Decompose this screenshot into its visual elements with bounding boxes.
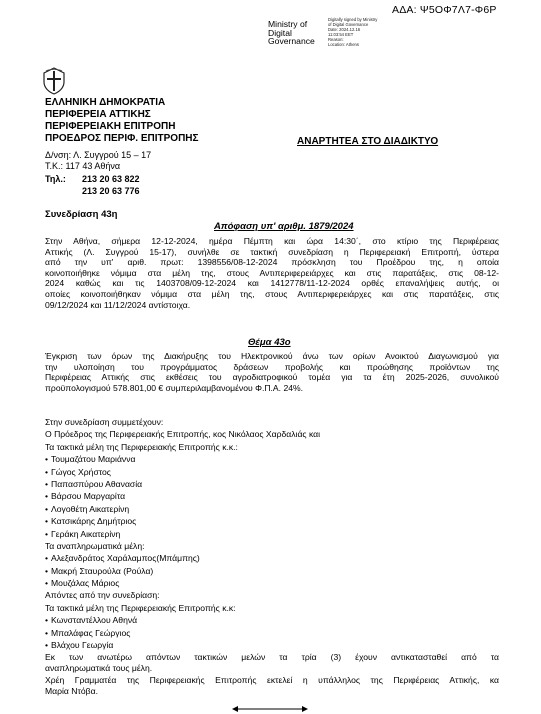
intro-line: 09/12/2024 και 11/12/2024 αντίστοιχα. (45, 299, 191, 310)
header-line: ΠΕΡΙΦΕΡΕΙΑ ΑΤΤΙΚΗΣ (45, 109, 151, 120)
signature-org-line: Governance (268, 36, 315, 47)
tel-value: 213 20 63 776 (82, 185, 140, 196)
secretary-line: Μαρία Ντόβα. (45, 686, 98, 696)
regular-label: Τα τακτικά μέλη της Περιφερειακής Επιτροπής κ.κ.: (45, 441, 238, 452)
ada-code: ΑΔΑ: Ψ5ΟΦ7Λ7-Φ6Ρ (392, 4, 497, 16)
header-line: ΠΡΟΕΔΡΟΣ ΠΕΡΙΦ. ΕΠΙΤΡΟΠΗΣ (45, 133, 199, 144)
absent-item: • Κωνσταντέλλου Αθηνά (45, 615, 515, 627)
alternate-item: • Μακρή Σταυρούλα (Ρούλα) (45, 566, 515, 578)
address-line: Τ.Κ.: 117 43 Αθήνα (45, 161, 121, 171)
attendance-intro: Στην συνεδρίαση συμμετέχουν: (45, 417, 164, 427)
member-item: • Κατσικάρης Δημήτριος (45, 516, 515, 528)
address (45, 150, 151, 172)
absent-item: • Μπαλάφας Γεώργιος (45, 628, 515, 640)
session-title: Συνεδρίαση 43η (45, 209, 118, 220)
signature-detail: Date: 2024.12.16 (328, 27, 361, 32)
absent-item: • Βλάχου Γεωργία (45, 640, 515, 652)
member-item: • Τουμαζάτου Μαριάννα (45, 454, 515, 466)
secretary-note (45, 675, 499, 696)
absent-regular-label: Τα τακτικά μέλη της Περιφερειακής Επιτροπής κ.κ: (45, 602, 236, 613)
signature-detail: Reason: (328, 37, 344, 42)
alternate-item: • Μουζάλας Μάριος (45, 578, 515, 590)
greek-emblem-icon (42, 67, 66, 95)
decision-title: Απόφαση υπ' αριθμ. 1879/2024 (214, 221, 354, 232)
topic-line: προϋπολογισμού 578.801,00 € συμπεριλαμβανομένου Φ.Π.Α. 24%. (45, 382, 304, 393)
replacement-note (45, 652, 499, 675)
topic-paragraph (45, 351, 499, 393)
post-notice: ΑΝΑΡΤΗΤΕΑ ΣΤΟ ΔΙΑΔΙΚΤΥΟ (297, 136, 439, 147)
signature-detail: Location: Athens (328, 42, 359, 47)
intro-line: 2024 καθώς και τις 1403708/09-12-2024 και 1412778/11-12-2024 ορθές επαναλήψεις αυτής, οι (45, 278, 499, 289)
signature-detail: of Digital Governance (328, 22, 369, 27)
alternate-label: Τα αναπληρωματικά μέλη: (45, 540, 145, 551)
topic-title: Θέμα 43ο (248, 337, 291, 348)
topic-line: Περιφέρειας Αττικής στις εκθέσεις του αγροδιατροφικού τομέα για τα έτη 2025-2026, συνολικού (45, 372, 499, 383)
signature-details (328, 17, 377, 47)
intro-line: οποίες κοινοποιήθηκαν νόμιμα στα μέλη της, στους Αντιπεριφερειάρχες και στις παρατάξεις, στις (45, 288, 499, 299)
replacement-line: Εκ των ανωτέρω απόντων τακτικών μελών τα τρία (3) έχουν αντικατασταθεί από τα (45, 652, 499, 663)
intro-line: Αττικής (Λ. Συγγρού 15-17), συνήλθε σε τακτική συνεδρίαση η Περιφερειακή Επιτροπή, ύστερα (45, 246, 499, 257)
member-item: • Λογοθέτη Αικατερίνη (45, 504, 515, 516)
topic-line: Έγκριση των όρων της Διακήρυξης του Ηλεκτρονικού άνω των ορίων Ανοικτού Διαγωνισμού για (45, 351, 499, 361)
member-item: • Βάρσου Μαργαρίτα (45, 491, 515, 503)
member-item: • Γώγος Χρήστος (45, 467, 515, 479)
intro-line: κοινοποιήθηκε νόμιμα στα μέλη της, στους Αντιπεριφερειάρχες και στις παρατάξεις, στις 08-12- (45, 267, 499, 278)
intro-paragraph (45, 236, 499, 310)
signature-detail: Digitally signed by Ministry (328, 17, 378, 22)
header-line: ΠΕΡΙΦΕΡΕΙΑΚΗ ΕΠΙΤΡΟΠΗ (45, 121, 176, 132)
absent-label: Απόντες από την συνεδρίαση: (45, 590, 160, 601)
tel-value: 213 20 63 822 (82, 174, 140, 184)
signature-org (268, 20, 315, 46)
signature-org-line: Ministry of (268, 19, 308, 29)
page-continue-arrow-icon (232, 705, 308, 713)
attendance-chair: Ο Πρόεδρος της Περιφερειακής Επιτροπής, κος Νικόλαος Χαρδαλιάς και (45, 429, 321, 440)
header-line: ΕΛΛΗΝΙΚΗ ΔΗΜΟΚΡΑΤΙΑ (45, 97, 166, 108)
telephone (45, 174, 140, 196)
secretary-line: Χρέη Γραμματέα της Περιφερειακής Επιτροπής εκτελεί η υπάλληλος της Περιφέρειας Αττικής, κα (45, 675, 499, 686)
topic-line: την υλοποίηση του προγράμματος δράσεων προβολής και προώθησης προϊόντων της (45, 361, 499, 372)
intro-line: από την υπ' αριθ. πρωτ: 1398556/08-12-2024 πρόσκληση του Προέδρου της, η οποία (45, 257, 499, 268)
member-item: • Παπασπύρου Αθανασία (45, 479, 515, 491)
signature-detail: 11:03:54 EET (328, 32, 354, 37)
replacement-line: αναπληρωματικά τους μέλη. (45, 663, 153, 674)
tel-label: Τηλ.: (45, 174, 66, 184)
alternate-item: • Αλεξανδράτος Χαράλαμπος(Μπάμπης) (45, 553, 515, 565)
issuer-header (45, 97, 199, 145)
member-item: • Γεράκη Αικατερίνη (45, 529, 515, 541)
address-line: Δ/νση: Λ. Συγγρού 15 – 17 (45, 150, 152, 160)
signature-org-line: Digital (268, 27, 292, 38)
attendance-section (45, 417, 515, 697)
intro-line: Στην Αθήνα, σήμερα 12-12-2024, ημέρα Πέμπτη και ώρα 14:30΄, στο κτίριο της Περιφέρειας (45, 236, 499, 246)
